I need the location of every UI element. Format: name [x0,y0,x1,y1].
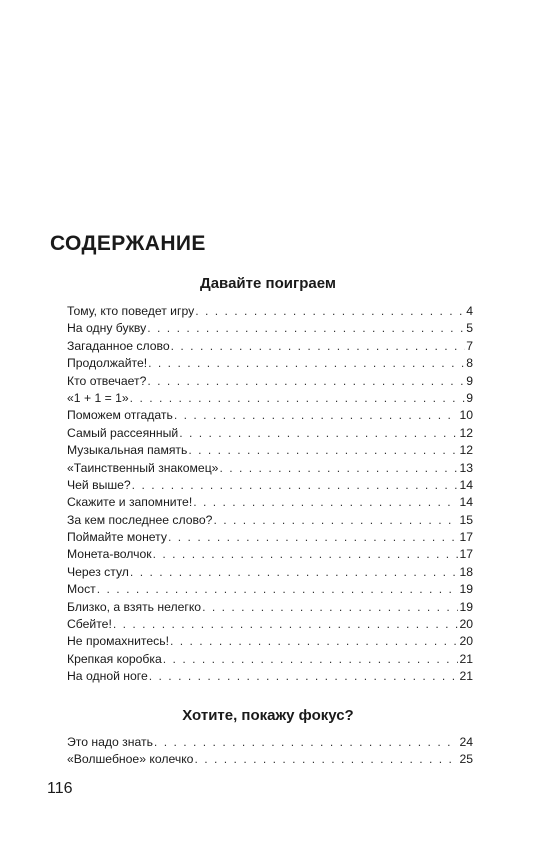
toc-list [67,303,473,686]
toc-list [67,734,473,769]
dot-leader [219,460,458,477]
toc-entry [67,373,473,390]
toc-entry-title: Чей выше? [67,477,131,492]
toc-entry-title: Через стул [67,564,129,579]
toc-entry-page: 21 [459,651,473,666]
toc-entry-title: «Волшебное» колечко [67,752,194,767]
toc-entry-page: 12 [459,443,473,458]
toc-entry-title: Близко, а взять нелегко [67,599,202,614]
toc-entry-page: 8 [466,356,473,371]
toc-entry [67,651,473,668]
toc-entry-title: Мост [67,582,96,597]
toc-entry-title: Продолжайте! [67,356,148,371]
section-title: Хотите, покажу фокус? [182,707,354,724]
dot-leader [130,390,466,407]
toc-entry [67,581,473,598]
dot-leader [194,751,458,768]
toc-entry-page: 24 [459,735,473,749]
toc-entry-page: 13 [459,460,473,475]
dot-leader [113,616,459,633]
dot-leader [153,546,459,563]
toc-entry-page: 20 [459,617,473,632]
toc-entry-page: 14 [459,477,473,492]
toc-entry-title: На одну букву [67,321,147,336]
toc-entry-title: «Таинственный знакомец» [67,460,219,475]
dot-leader [147,373,465,390]
dot-leader [163,651,459,668]
toc-entry [67,425,473,442]
dot-leader [97,581,459,598]
toc-entry-title: Музыкальная память [67,443,188,458]
toc-entry-page: 18 [459,564,473,579]
toc-entry-page: 9 [466,373,473,388]
toc-entry [67,734,473,751]
toc-entry-title: Скажите и запомните! [67,495,193,510]
dot-leader [168,529,458,546]
toc-entry [67,668,473,685]
page-number: 116 [47,780,73,797]
dot-leader [213,512,458,529]
dot-leader [179,425,458,442]
toc-entry-page: 4 [466,304,473,318]
toc-entry-title: Не промахнитесь! [67,634,169,649]
toc-entry-page: 17 [459,547,473,562]
dot-leader [147,320,465,337]
toc-entry-page: 5 [466,321,473,336]
toc-entry [67,564,473,581]
toc-entry-title: Сбейте! [67,617,112,632]
toc-entry [67,546,473,563]
toc-entry-title: Крепкая коробка [67,651,162,666]
toc-entry-title: Самый рассеянный [67,425,179,440]
dot-leader [130,564,459,581]
toc-entry-page: 10 [459,408,473,423]
toc-entry-page: 15 [459,512,473,527]
toc-entry-page: 14 [459,495,473,510]
toc-entry-page: 9 [466,390,473,405]
toc-entry-page: 17 [459,530,473,545]
dot-leader [174,407,459,424]
toc-entry-title: Загаданное слово [67,338,170,353]
toc-entry [67,338,473,355]
toc-entry [67,390,473,407]
dot-leader [149,668,459,685]
toc-entry-title: За кем последнее слово? [67,512,213,527]
toc-entry-title: «1 + 1 = 1» [67,390,129,405]
toc-entry [67,460,473,477]
dot-leader [132,477,459,494]
toc-entry [67,633,473,650]
toc-entry-page: 21 [459,669,473,684]
toc-entry-page: 20 [459,634,473,649]
toc-entry-page: 12 [459,425,473,440]
toc-entry-page: 19 [459,582,473,597]
toc-entry [67,512,473,529]
toc-entry [67,320,473,337]
toc-entry [67,303,473,320]
toc-entry [67,599,473,616]
toc-entry [67,477,473,494]
toc-entry-title: Поможем отгадать [67,408,173,423]
dot-leader [148,355,465,372]
toc-entry [67,407,473,424]
dot-leader [202,599,458,616]
toc-entry-title: Монета-волчок [67,547,152,562]
toc-entry [67,355,473,372]
toc-entry-page: 25 [459,752,473,767]
dot-leader [154,734,459,751]
toc-entry-title: Поймайте монету [67,530,167,545]
dot-leader [171,338,466,355]
dot-leader [170,633,458,650]
toc-entry-title: Это надо знать [67,735,153,749]
toc-entry [67,494,473,511]
toc-entry [67,616,473,633]
toc-entry-title: Кто отвечает? [67,373,147,388]
toc-entry [67,529,473,546]
page-title: СОДЕРЖАНИЕ [50,232,206,255]
toc-entry-page: 19 [459,599,473,614]
toc-entry-title: Тому, кто поведет игру [67,304,195,318]
toc-entry [67,751,473,768]
dot-leader [188,442,458,459]
section-title: Давайте поиграем [200,275,336,292]
dot-leader [195,303,465,320]
toc-entry [67,442,473,459]
toc-entry-title: На одной ноге [67,669,148,684]
dot-leader [193,494,458,511]
toc-entry-page: 7 [466,338,473,353]
